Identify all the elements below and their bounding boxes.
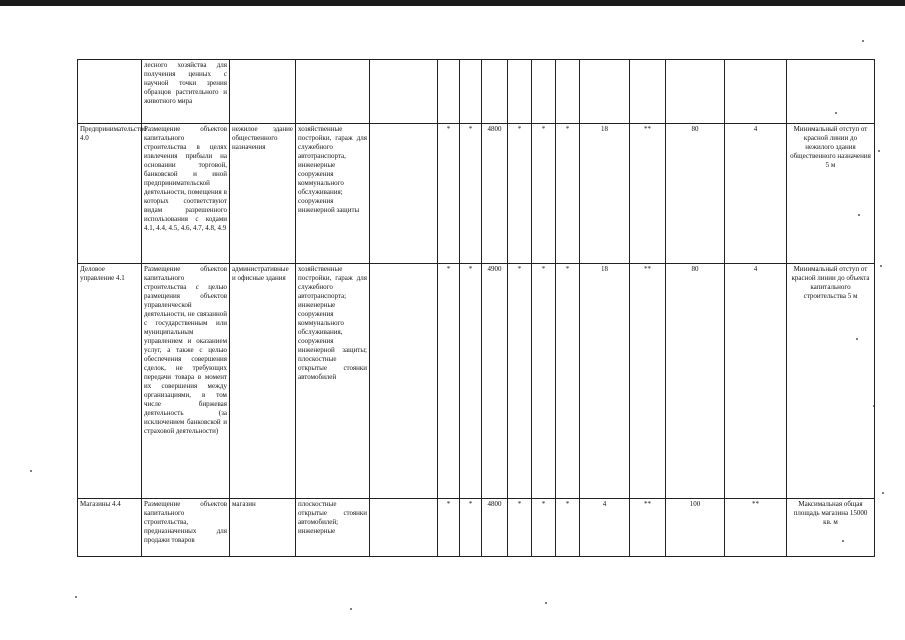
param-cell: *	[556, 264, 580, 499]
zone-cell: Магазины 4.4	[78, 499, 142, 557]
param-cell: *	[556, 499, 580, 557]
auxiliary-use-cell: хозяйственные постройки, гараж для служебного автотранспорта; инженерные сооружения коммунального обслуживания, сооружения инженерной защиты; плоскостные открытые стоянки автомобилей	[296, 264, 370, 499]
param-cell: *	[532, 264, 556, 499]
param-cell	[580, 60, 630, 124]
table-row	[78, 499, 875, 557]
conditional-use-cell	[370, 60, 438, 124]
param-cell	[630, 60, 666, 124]
description-cell: Размещение объектов капитального строительства с целью размещения объектов управленческой деятельности, не связанной с государственным или муниципальным управлением и оказанием услуг, а также с целью обеспечения совершения сделок, не требующих передачи товара в момент их совершения между организациями, в том числе биржевая деятельность (за исключением банковской и страховой деятельности)	[142, 264, 230, 499]
param-cell: 18	[580, 124, 630, 264]
param-cell	[438, 60, 460, 124]
param-cell: *	[438, 124, 460, 264]
main-use-cell	[230, 60, 296, 124]
additional-params-cell: Максимальная общая площадь магазина 15000 кв. м	[787, 499, 875, 557]
param-cell: *	[508, 264, 532, 499]
scan-speck	[862, 40, 864, 42]
param-cell: 4900	[482, 264, 508, 499]
param-cell: 18	[580, 264, 630, 499]
auxiliary-use-cell	[296, 60, 370, 124]
param-cell	[666, 60, 725, 124]
param-cell: **	[630, 264, 666, 499]
param-cell: *	[460, 499, 482, 557]
param-cell: 4	[725, 264, 787, 499]
main-use-cell: административные и офисные здания	[230, 264, 296, 499]
scan-speck	[350, 608, 352, 610]
zone-cell: Деловое управление 4.1	[78, 264, 142, 499]
scan-speck	[30, 470, 32, 472]
description-cell: Размещение объектов капитального строительства в целях извлечения прибыли на основании торговой, банковской и иной предпринимательской деятельности, помещения в которых соответствуют видам разрешенного использования с кодами 4.1, 4.4, 4.5, 4.6, 4.7, 4.8, 4.9	[142, 124, 230, 264]
param-cell	[532, 60, 556, 124]
param-cell: *	[532, 499, 556, 557]
auxiliary-use-cell: хозяйственные постройки, гараж для служебного автотранспорта, инженерные сооружения коммунального обслуживания; сооружения инженерной защиты	[296, 124, 370, 264]
scan-speck	[75, 596, 77, 598]
param-cell: 4800	[482, 499, 508, 557]
table-row	[78, 60, 875, 124]
auxiliary-use-cell: плоскостные открытые стоянки автомобилей; инженерные	[296, 499, 370, 557]
table-row	[78, 124, 875, 264]
param-cell: *	[508, 499, 532, 557]
param-cell: 100	[666, 499, 725, 557]
conditional-use-cell	[370, 124, 438, 264]
param-cell	[556, 60, 580, 124]
main-use-cell: магазин	[230, 499, 296, 557]
additional-params-cell	[787, 60, 875, 124]
table-row	[78, 264, 875, 499]
param-cell: *	[438, 499, 460, 557]
param-cell: 4	[580, 499, 630, 557]
param-cell: *	[438, 264, 460, 499]
scan-speck	[878, 150, 880, 152]
param-cell: **	[630, 124, 666, 264]
param-cell: 80	[666, 264, 725, 499]
param-cell: *	[460, 124, 482, 264]
param-cell: **	[630, 499, 666, 557]
main-use-cell: нежилое здание общественного назначения	[230, 124, 296, 264]
param-cell: 80	[666, 124, 725, 264]
scan-speck	[545, 602, 547, 604]
param-cell: 4	[725, 124, 787, 264]
param-cell: *	[508, 124, 532, 264]
additional-params-cell: Минимальный отступ от красной линии до объекта капитального строительства 5 м	[787, 264, 875, 499]
additional-params-cell: Минимальный отступ от красной линии до нежилого здания общественного назначения 5 м	[787, 124, 875, 264]
param-cell: *	[556, 124, 580, 264]
regulations-table	[77, 59, 875, 557]
param-cell: 4800	[482, 124, 508, 264]
description-cell: лесного хозяйства для получения ценных с научной точки зрения образцов растительного и животного мира	[142, 60, 230, 124]
zone-cell	[78, 60, 142, 124]
param-cell: *	[460, 264, 482, 499]
param-cell	[460, 60, 482, 124]
param-cell: **	[725, 499, 787, 557]
zone-cell: Предпринимательство 4.0	[78, 124, 142, 264]
scan-speck	[882, 492, 884, 494]
conditional-use-cell	[370, 499, 438, 557]
scan-top-edge	[0, 0, 905, 6]
param-cell	[725, 60, 787, 124]
description-cell: Размещение объектов капитального строительства, предназначенных для продажи товаров	[142, 499, 230, 557]
param-cell	[482, 60, 508, 124]
scan-speck	[880, 265, 882, 267]
conditional-use-cell	[370, 264, 438, 499]
param-cell: *	[532, 124, 556, 264]
param-cell	[508, 60, 532, 124]
